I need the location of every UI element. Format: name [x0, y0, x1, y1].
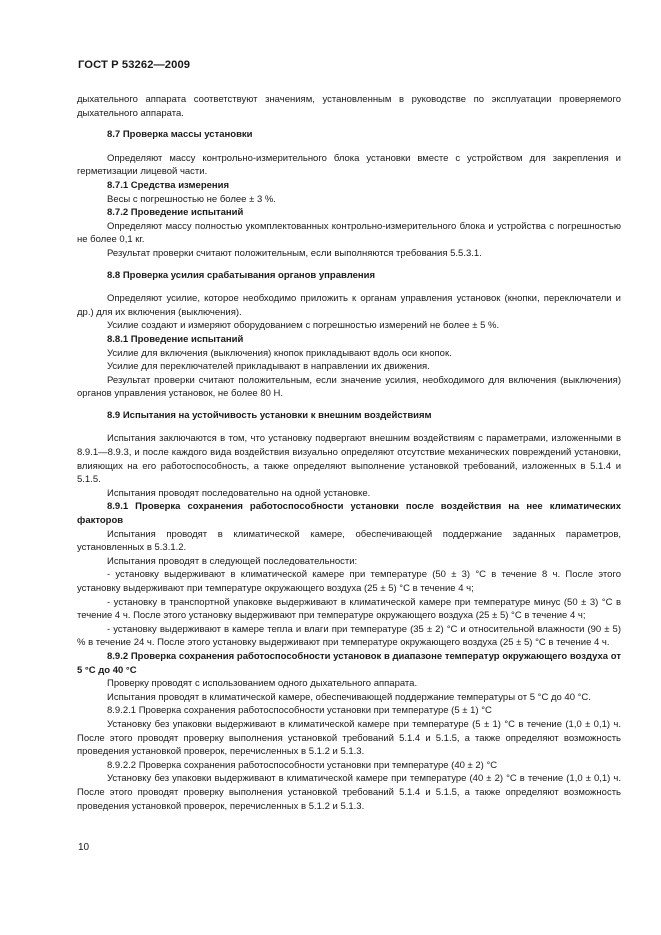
paragraph: Определяют массу полностью укомплектованных контрольно-измерительного блока и устройства с погрешностью не более 0,1 кг.: [77, 220, 621, 246]
paragraph: Результат проверки считают положительным, если выполняются требования 5.5.3.1.: [107, 247, 482, 259]
paragraph: 8.9.2.2 Проверка сохранения работоспособности установки при температуре (40 ± 2) °С: [107, 759, 498, 771]
paragraph: - установку выдерживают в камере тепла и влаги при температуре (35 ± 2) °С и относительной влажности (90 ± 5) % в течение 24 ч. После этого установку выдерживают при температуре окружающего воздуха (25 ± 5) °С в течение 4 ч.: [77, 623, 621, 649]
subsection-heading: 8.9.2 Проверка сохранения работоспособности установок в диапазоне температур окружающего воздуха от 5 °С до 40 °С: [77, 650, 621, 676]
subsection-heading: 8.8.1 Проведение испытаний: [107, 333, 244, 345]
subsection-heading: 8.7.1 Средства измерения: [107, 179, 230, 191]
paragraph: 8.9.2.1 Проверка сохранения работоспособности установки при температуре (5 ± 1) °С: [107, 705, 492, 717]
paragraph: Усилие для включения (выключения) кнопок прикладывают вдоль оси кнопок.: [107, 347, 452, 359]
paragraph: Определяют усилие, которое необходимо приложить к органам управления установок (кнопки, переключатели и др.) для их включения (выключения).: [77, 293, 621, 318]
paragraph: - установку в транспортной упаковке выдерживают в климатической камере при температуре минус (50 ± 3) °С в течение 4 ч. После этого установку выдерживают при температуре окружающего воздуха (25 ± 5) °С в течение 4 ч;: [77, 596, 621, 622]
paragraph: Испытания проводят последовательно на одной установке.: [107, 487, 371, 499]
paragraph: Испытания проводят в климатической камере, обеспечивающей поддержание заданных параметров, установленных в 5.3.1.2.: [77, 528, 621, 554]
paragraph: - установку выдерживают в климатической камере при температуре (50 ± 3) °С в течение 8 ч. После этого установку выдерживают при температуре окружающего воздуха (25 ± 5) °С в течение 4 ч;: [77, 569, 621, 594]
paragraph: Испытания проводят в следующей последовательности:: [107, 555, 358, 567]
paragraph: Установку без упаковки выдерживают в климатической камере при температуре (40 ± 2) °С в течение (1,0 ± 0,1) ч. После этого проводят проверку выполнения установкой требований 5.1.4 и 5.1.5, а также определяют возможность проведения установкой проверок, перечисленных в 5.1.2 и 5.1.3.: [77, 773, 621, 812]
paragraph: дыхательного аппарата соответствуют значениям, установленным в руководстве по эксплуатации проверяемого дыхательного аппарата.: [77, 94, 621, 119]
document-body: [77, 93, 621, 813]
subsection-heading: 8.7.2 Проведение испытаний: [107, 207, 244, 219]
paragraph: Усилие для переключателей прикладывают в направлении их движения.: [107, 361, 430, 373]
page-number: 10: [78, 842, 90, 853]
paragraph: Весы с погрешностью не более ± 3 %.: [107, 193, 276, 205]
paragraph: Результат проверки считают положительным, если значение усилия, необходимого для включения (выключения) органов управления установок, не более 80 Н.: [77, 374, 621, 400]
paragraph: Проверку проводят с использованием одного дыхательного аппарата.: [107, 678, 418, 690]
section-heading: 8.7 Проверка массы установки: [107, 129, 253, 141]
document-header: ГОСТ Р 53262—2009: [78, 59, 191, 71]
paragraph: Установку без упаковки выдерживают в климатической камере при температуре (5 ± 1) °С в течение (1,0 ± 0,1) ч. После этого проводят проверку выполнения установкой требований 5.1.4 и 5.1.5, а также определяют возможность проведения установкой проверок, перечисленных в 5.1.2 и 5.1.3.: [77, 718, 621, 758]
paragraph: Испытания проводят в климатической камере, обеспечивающей поддержание температуры от 5 °С до 40 °С.: [107, 691, 591, 703]
section-heading: 8.8 Проверка усилия срабатывания органов управления: [107, 269, 376, 281]
section-heading: 8.9 Испытания на устойчивость установки к внешним воздействиям: [107, 409, 432, 421]
paragraph: Определяют массу контрольно-измерительного блока установки вместе с устройством для закрепления и герметизации лицевой части.: [77, 152, 621, 178]
subsection-heading: 8.9.1 Проверка сохранения работоспособности установки после воздействия на нее климатических факторов: [77, 501, 621, 527]
paragraph: Усилие создают и измеряют оборудованием с погрешностью измерений не более ± 5 %.: [107, 320, 500, 332]
paragraph: Испытания заключаются в том, что установку подвергают внешним воздействиям с параметрами, изложенными в 8.9.1—8.9.3, и после каждого вида воздействия визуально определяют отсутствие механических повреждений установки, влияющих на его работоспособность, а также определяют выполнение установкой требований, изложенных в 5.1.4 и 5.1.5.: [77, 433, 621, 486]
